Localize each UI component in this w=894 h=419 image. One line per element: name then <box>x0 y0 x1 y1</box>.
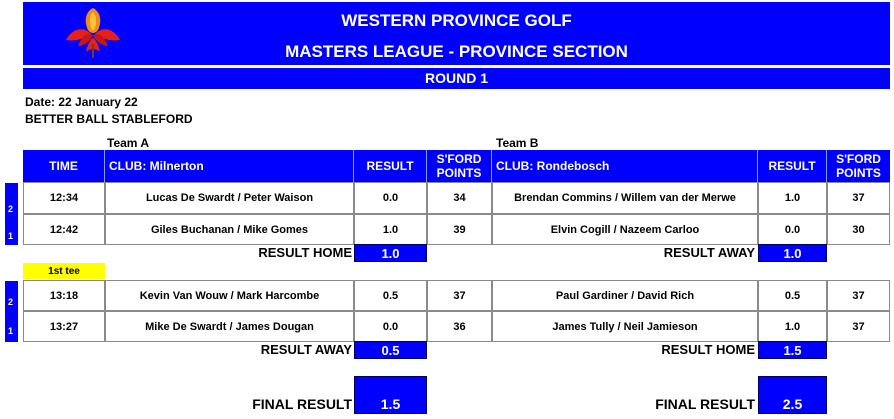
group2-result-right-label: RESULT HOME <box>661 342 755 357</box>
round-label: ROUND 1 <box>424 70 488 86</box>
group1-side-top: 2 <box>8 204 14 214</box>
header-sford-b <box>827 150 890 182</box>
points-a-cell: 34 <box>427 182 492 214</box>
points-a-cell: 36 <box>427 311 492 342</box>
header-sford-line2: POINTS <box>436 166 482 180</box>
players-a-cell: Mike De Swardt / James Dougan <box>105 311 354 342</box>
players-a-cell: Kevin Van Wouw / Mark Harcombe <box>105 280 354 311</box>
group2-result-left-value: 0.5 <box>354 341 427 359</box>
group2-result-left-label: RESULT AWAY <box>260 342 352 357</box>
team-a-label: Team A <box>107 136 150 150</box>
header-club-a: CLUB: Milnerton <box>105 150 354 182</box>
header-sford-a <box>427 150 492 182</box>
result-a-cell: 1.0 <box>354 214 427 245</box>
players-b-cell: James Tully / Neil Jamieson <box>492 311 758 342</box>
points-a-cell: 37 <box>427 280 492 311</box>
points-a-cell: 39 <box>427 214 492 245</box>
time-cell: 12:34 <box>23 182 105 214</box>
time-cell: 12:42 <box>23 214 105 245</box>
points-b-cell: 37 <box>827 311 890 342</box>
points-b-cell: 37 <box>827 182 890 214</box>
points-b-cell: 30 <box>827 214 890 245</box>
group1-sidebar <box>5 183 18 245</box>
players-a-cell: Giles Buchanan / Mike Gomes <box>105 214 354 245</box>
group1-result-left-label: RESULT HOME <box>258 245 352 260</box>
group2-side-top: 2 <box>8 297 14 307</box>
final-result-left-value: 1.5 <box>354 376 427 414</box>
header-banner <box>23 2 890 65</box>
result-a-cell: 0.5 <box>354 280 427 311</box>
players-b-cell: Elvin Cogill / Nazeem Carloo <box>492 214 758 245</box>
result-b-cell: 1.0 <box>758 182 827 214</box>
group1-side-bottom: 1 <box>8 231 14 241</box>
points-b-cell: 37 <box>827 280 890 311</box>
team-b-label: Team B <box>496 136 539 150</box>
final-result-right-label: FINAL RESULT <box>655 396 755 412</box>
final-result-left-label: FINAL RESULT <box>252 396 352 412</box>
header-result-a: RESULT <box>354 150 427 182</box>
result-a-cell: 0.0 <box>354 182 427 214</box>
header-sford-line1: S'FORD <box>836 152 881 166</box>
result-b-cell: 0.0 <box>758 214 827 245</box>
result-a-cell: 0.0 <box>354 311 427 342</box>
result-b-cell: 0.5 <box>758 280 827 311</box>
group1-result-left-value: 1.0 <box>354 244 427 262</box>
final-result-right-value: 2.5 <box>758 376 827 414</box>
players-a-cell: Lucas De Swardt / Peter Waison <box>105 182 354 214</box>
header-time: TIME <box>23 150 105 182</box>
page-subtitle: MASTERS LEAGUE - PROVINCE SECTION <box>285 42 628 61</box>
time-cell: 13:18 <box>23 280 105 311</box>
players-b-cell: Paul Gardiner / David Rich <box>492 280 758 311</box>
group2-sidebar <box>5 281 18 342</box>
group1-result-right-value: 1.0 <box>758 244 827 262</box>
time-cell: 13:27 <box>23 311 105 342</box>
group2-side-bottom: 1 <box>8 326 14 336</box>
group2-result-right-value: 1.5 <box>758 341 827 359</box>
match-format: BETTER BALL STABLEFORD <box>25 112 193 126</box>
round-banner <box>23 68 890 89</box>
players-b-cell: Brendan Commins / Willem van der Merwe <box>492 182 758 214</box>
tee-badge: 1st tee <box>23 263 105 279</box>
match-date: Date: 22 January 22 <box>25 95 138 109</box>
protea-flower-logo-icon <box>58 4 128 60</box>
page-title: WESTERN PROVINCE GOLF <box>341 11 572 30</box>
group1-result-right-label: RESULT AWAY <box>663 245 755 260</box>
header-sford-line1: S'FORD <box>436 152 482 166</box>
result-b-cell: 1.0 <box>758 311 827 342</box>
header-sford-line2: POINTS <box>836 166 881 180</box>
header-club-b: CLUB: Rondebosch <box>492 150 758 182</box>
header-result-b: RESULT <box>758 150 827 182</box>
